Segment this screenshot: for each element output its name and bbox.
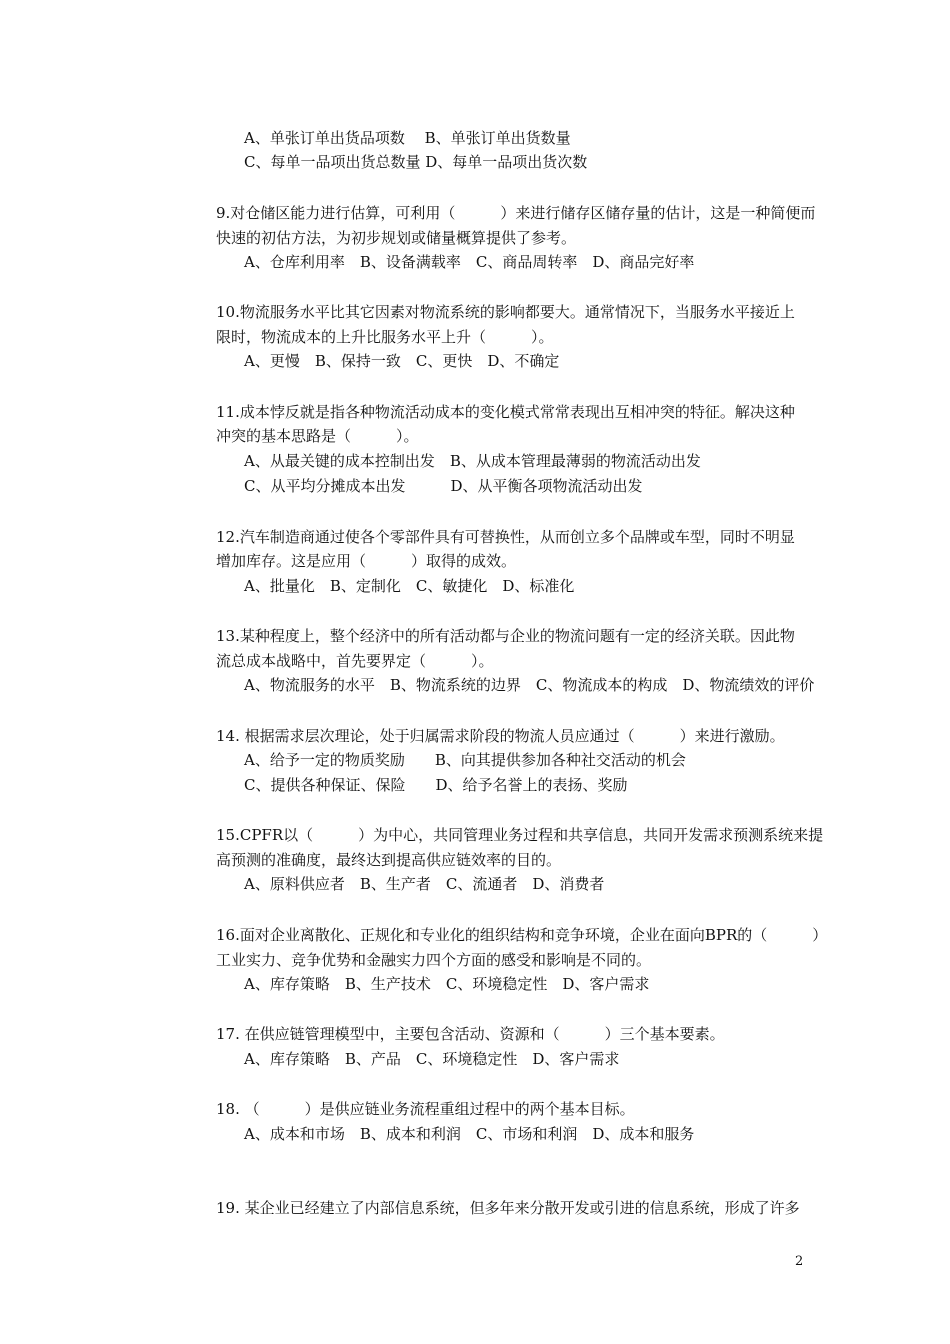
- question-text-line: 13.某种程度上，整个经济中的所有活动都与企业的物流问题有一定的经济关联。因此物: [216, 627, 795, 645]
- answer-options-line: A、仓库利用率 B、设备满载率 C、商品周转率 D、商品完好率: [244, 253, 695, 271]
- answer-options-line: C、每单一品项出货总数量 D、每单一品项出货次数: [244, 153, 588, 171]
- answer-options-line: A、物流服务的水平 B、物流系统的边界 C、物流成本的构成 D、物流绩效的评价: [244, 676, 815, 694]
- answer-options-line: C、提供各种保证、保险 D、给予名誉上的表扬、奖励: [244, 776, 628, 794]
- question-text-line: 10.物流服务水平比其它因素对物流系统的影响都要大。通常情况下，当服务水平接近上: [216, 303, 795, 321]
- answer-options-line: A、原料供应者 B、生产者 C、流通者 D、消费者: [244, 875, 605, 893]
- answer-options-line: A、更慢 B、保持一致 C、更快 D、不确定: [244, 352, 560, 370]
- question-text-line: 18. （ ）是供应链业务流程重组过程中的两个基本目标。: [216, 1100, 635, 1118]
- question-text-line: 增加库存。这是应用（ ）取得的成效。: [216, 552, 517, 570]
- question-text-line: 19. 某企业已经建立了内部信息系统，但多年来分散开发或引进的信息系统，形成了许多: [216, 1199, 800, 1217]
- answer-options-line: A、给予一定的物质奖励 B、向其提供参加各种社交活动的机会: [244, 751, 686, 769]
- question-text-line: 12.汽车制造商通过使各个零部件具有可替换性，从而创立多个品牌或车型，同时不明显: [216, 528, 795, 546]
- answer-options-line: A、从最关键的成本控制出发 B、从成本管理最薄弱的物流活动出发: [244, 452, 701, 470]
- question-text-line: 11.成本悖反就是指各种物流活动成本的变化模式常常表现出互相冲突的特征。解决这种: [216, 403, 795, 421]
- question-text-line: 流总成本战略中，首先要界定（ ）。: [216, 652, 494, 670]
- answer-options-line: A、批量化 B、定制化 C、敏捷化 D、标准化: [244, 577, 575, 595]
- question-text-line: 工业实力、竞争优势和金融实力四个方面的感受和影响是不同的。: [216, 951, 652, 969]
- question-text-line: 冲突的基本思路是（ ）。: [216, 427, 419, 445]
- question-text-line: 限时，物流成本的上升比服务水平上升（ ）。: [216, 328, 554, 346]
- question-text-line: 14. 根据需求层次理论，处于归属需求阶段的物流人员应通过（ ）来进行激励。: [216, 727, 785, 745]
- question-text-line: 9.对仓储区能力进行估算，可利用（ ）来进行储存区储存量的估计，这是一种简便而: [216, 204, 816, 222]
- question-text-line: 17. 在供应链管理模型中，主要包含活动、资源和（ ）三个基本要素。: [216, 1025, 725, 1043]
- question-text-line: 15.CPFR以（ ）为中心，共同管理业务过程和共享信息，共同开发需求预测系统来提: [216, 826, 824, 844]
- question-text-line: 16.面对企业离散化、正规化和专业化的组织结构和竞争环境，企业在面向BPR的（ ）: [216, 926, 828, 944]
- question-text-line: 高预测的准确度，最终达到提高供应链效率的目的。: [216, 851, 562, 869]
- answer-options-line: A、单张订单出货品项数 B、单张订单出货数量: [244, 129, 571, 147]
- answer-options-line: A、成本和市场 B、成本和利润 C、市场和利润 D、成本和服务: [244, 1125, 695, 1143]
- answer-options-line: A、库存策略 B、产品 C、环境稳定性 D、客户需求: [244, 1050, 620, 1068]
- question-text-line: 快速的初估方法，为初步规划或储量概算提供了参考。: [216, 229, 577, 247]
- answer-options-line: A、库存策略 B、生产技术 C、环境稳定性 D、客户需求: [244, 975, 650, 993]
- page-number: 2: [795, 1254, 804, 1269]
- answer-options-line: C、从平均分摊成本出发 D、从平衡各项物流活动出发: [244, 477, 643, 495]
